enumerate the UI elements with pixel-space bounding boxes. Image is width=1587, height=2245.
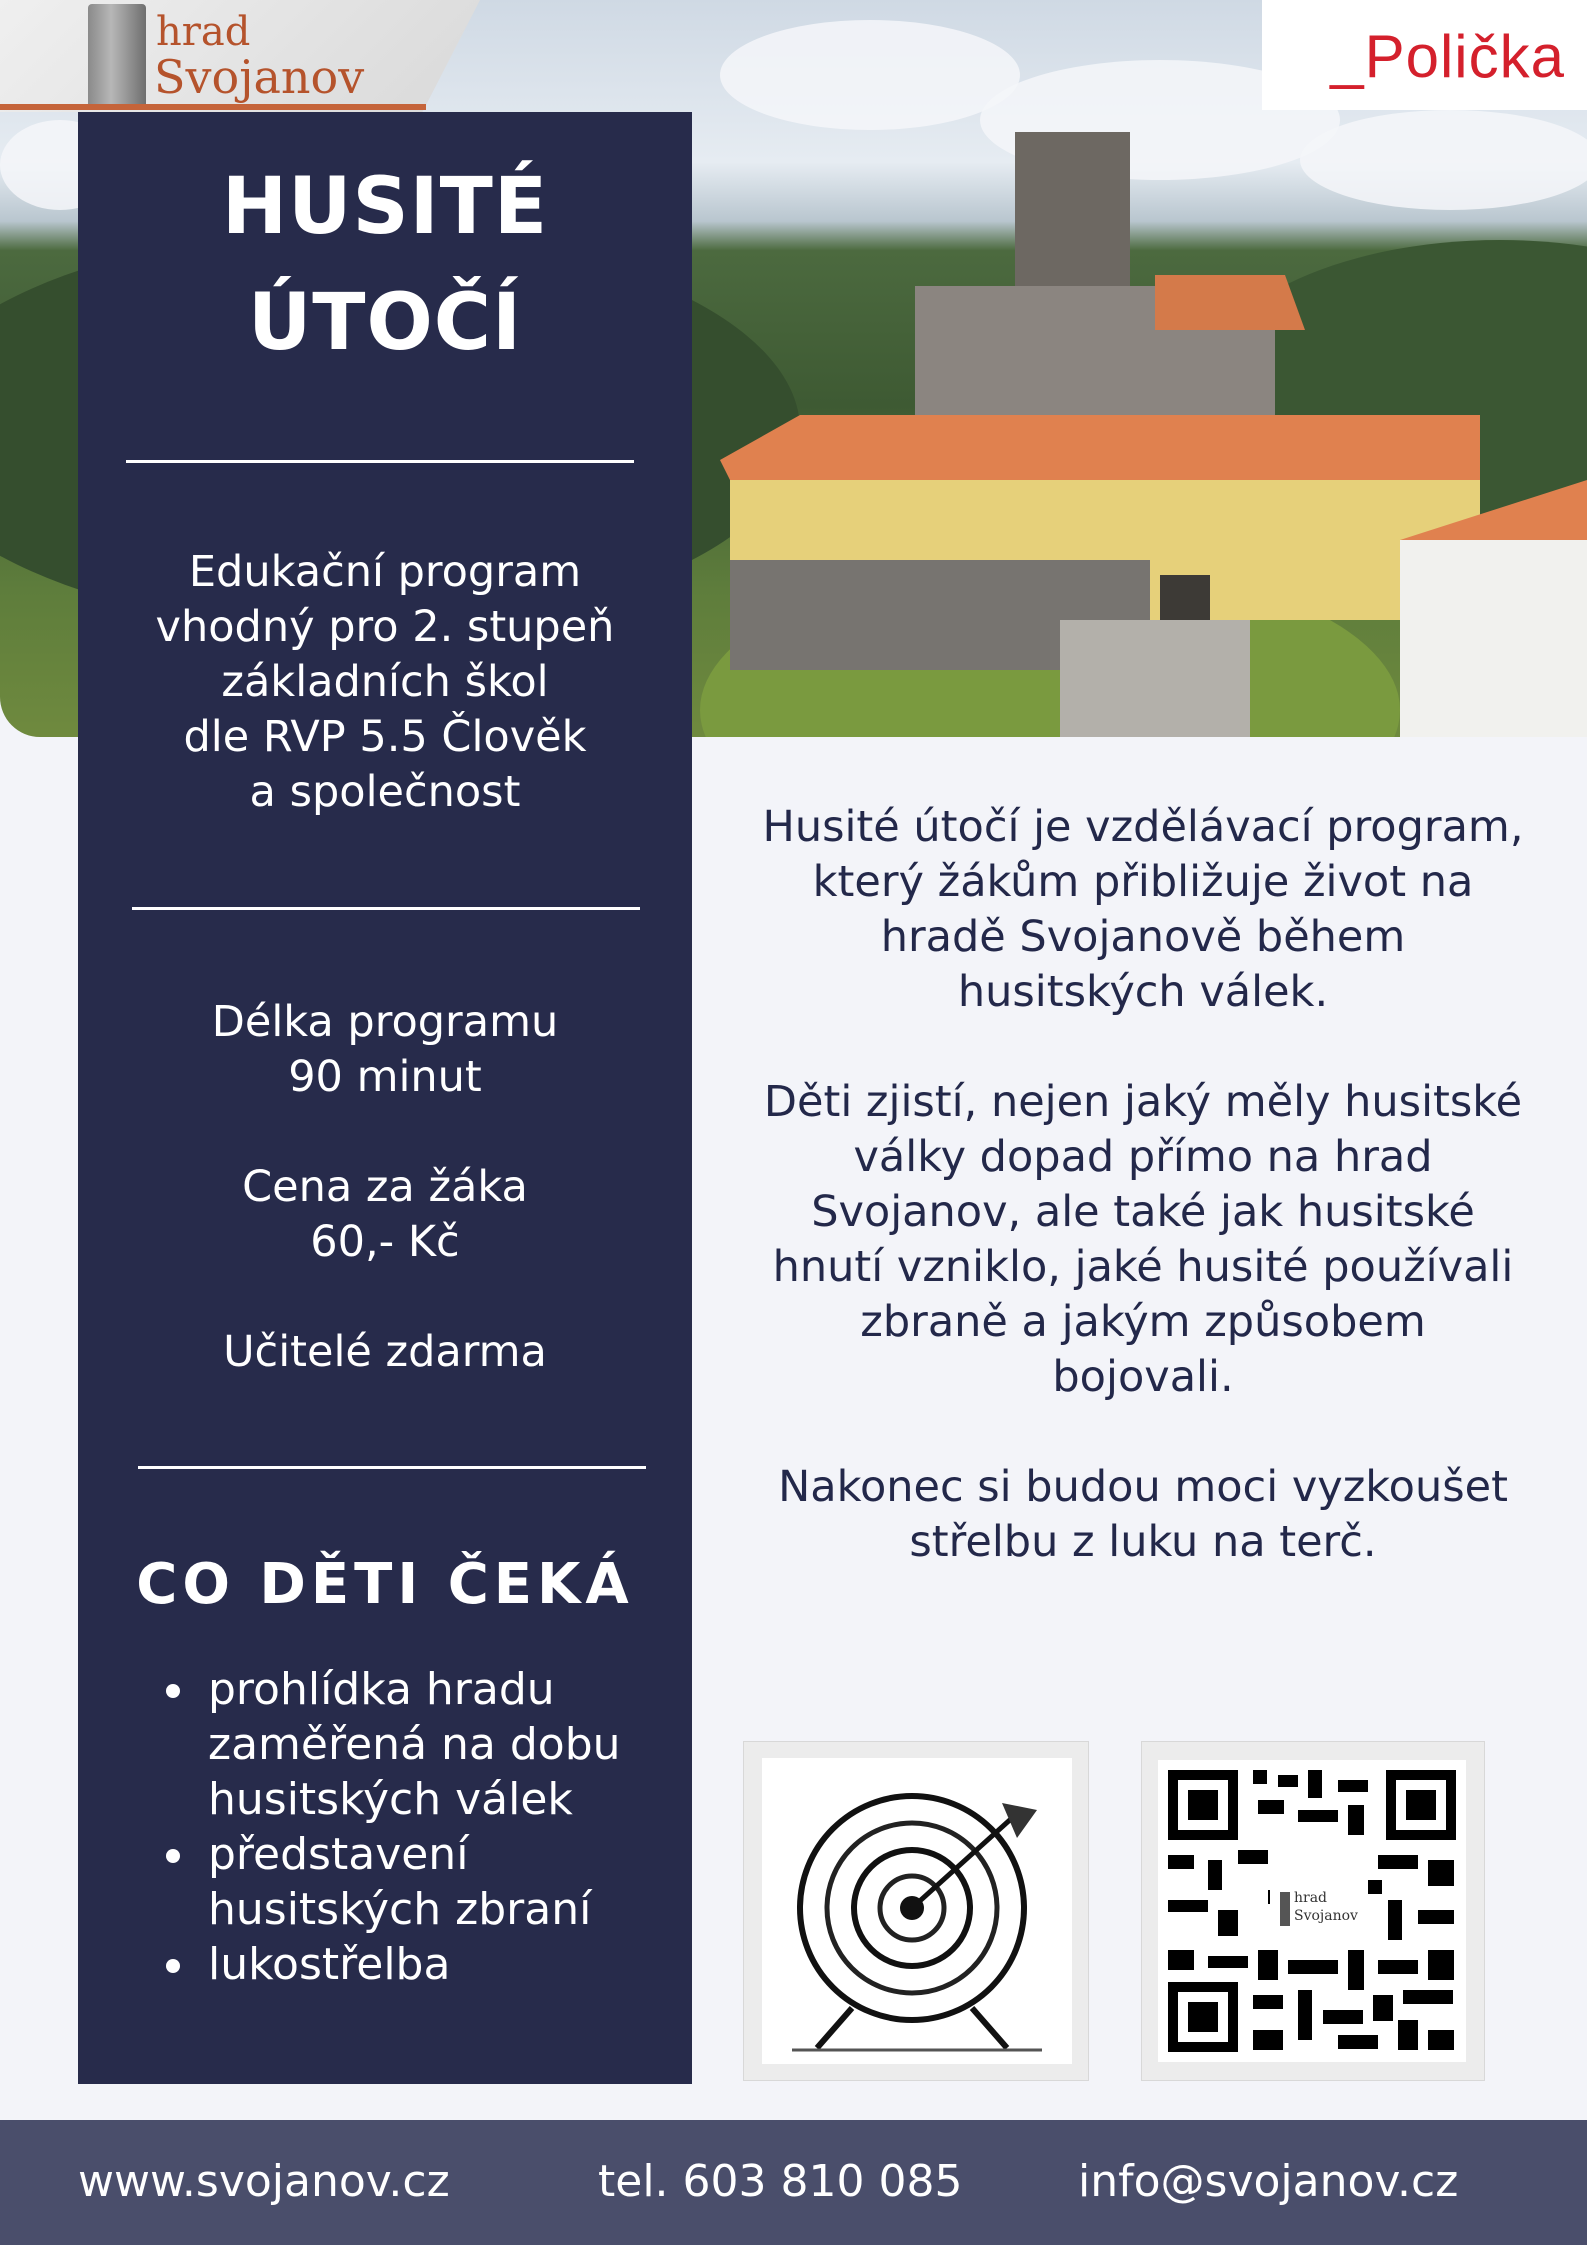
divider (138, 1466, 646, 1469)
tower-icon (88, 4, 146, 104)
list-item: prohlídka hradu zaměřená na dobu husitských válek (166, 1662, 696, 1827)
intro-line: a společnost (249, 767, 521, 817)
divider (132, 907, 640, 910)
description-line: bojovali. (1052, 1352, 1234, 1402)
intro-line: dle RVP 5.5 Člověk (183, 712, 587, 762)
program-description (718, 800, 1568, 1625)
phone-link[interactable]: tel. 603 810 085 (598, 2156, 963, 2207)
target-arrow-icon (762, 1758, 1072, 2064)
castle-logo (0, 0, 480, 112)
intro-line: Edukační program (188, 547, 582, 597)
website-link[interactable]: www.svojanov.cz (78, 2156, 450, 2207)
list-item: představení husitských zbraní (166, 1827, 696, 1937)
title-line-1: HUSITÉ (221, 162, 549, 252)
intro-line: vhodný pro 2. stupeň (155, 602, 615, 652)
description-line: Nakonec si budou moci vyzkoušet (778, 1462, 1508, 1512)
qr-logo-badge (1270, 1880, 1358, 1936)
description-line: střelbu z luku na terč. (909, 1517, 1377, 1567)
price-value: 60,- Kč (310, 1217, 460, 1267)
city-logo (1262, 0, 1587, 110)
duration-value: 90 minut (288, 1052, 482, 1102)
qr-logo-line1: hrad (1294, 1890, 1328, 1906)
tower-icon (1280, 1892, 1290, 1926)
qr-code-image (1142, 1742, 1484, 2080)
teachers-note: Učitelé zdarma (223, 1327, 547, 1377)
intro-line: základních škol (221, 657, 549, 707)
description-line: který žákům přibližuje život na (812, 857, 1474, 907)
title-line-2: ÚTOČÍ (247, 278, 523, 368)
description-line: Svojanov, ale také jak husitské (811, 1187, 1475, 1237)
qr-logo-line2: Svojanov (1294, 1908, 1358, 1924)
info-panel (78, 112, 692, 2084)
description-line: husitských válek. (957, 967, 1329, 1017)
description-line: Husité útočí je vzdělávací program, (762, 802, 1524, 852)
archery-target-image (744, 1742, 1088, 2080)
description-line: války dopad přímo na hrad (853, 1132, 1433, 1182)
activity-list (166, 1662, 696, 1992)
description-line: zbraně a jakým způsobem (860, 1297, 1426, 1347)
email-link[interactable]: info@svojanov.cz (1078, 2156, 1459, 2207)
description-paragraph (718, 800, 1568, 1020)
intro-text (98, 545, 672, 820)
price-label: Cena za žáka (242, 1162, 528, 1212)
description-paragraph (718, 1075, 1568, 1405)
duration-label: Délka programu (211, 997, 559, 1047)
description-paragraph (718, 1460, 1568, 1570)
logo-line1: hrad (156, 9, 251, 55)
list-item: lukostřelba (166, 1937, 696, 1992)
city-logo-text: _Polička (1330, 23, 1565, 90)
description-line: hradě Svojanově během (880, 912, 1406, 962)
description-line: hnutí vzniklo, jaké husité používali (772, 1242, 1514, 1292)
section-heading: CO DĚTI ČEKÁ (136, 1552, 634, 1617)
logo-line2: Svojanov (154, 50, 365, 104)
contact-footer (0, 2120, 1587, 2245)
description-line: Děti zjistí, nejen jaký měly husitské (763, 1077, 1523, 1127)
divider (126, 460, 634, 463)
